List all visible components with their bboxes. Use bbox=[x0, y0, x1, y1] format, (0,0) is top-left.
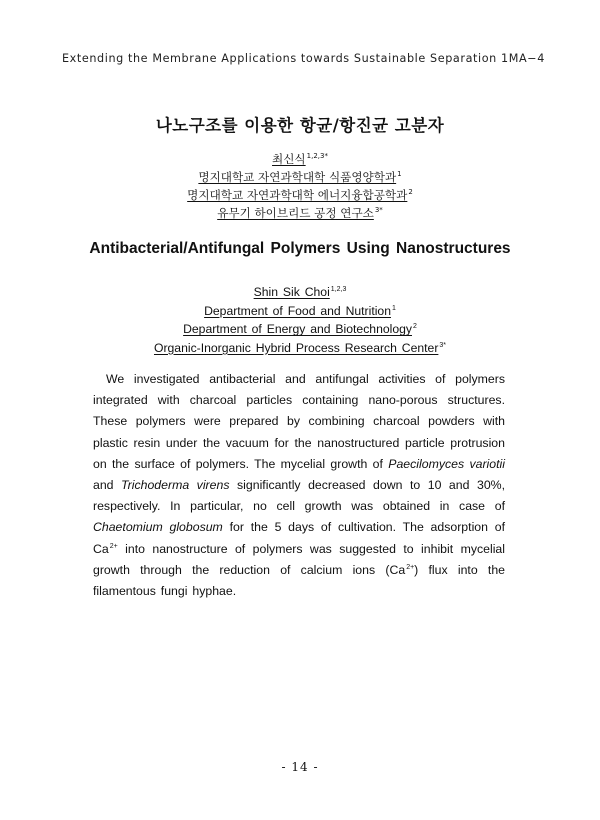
korean-affiliation-text: 명지대학교 자연과학대학 에너지융합공학과 bbox=[187, 188, 408, 202]
korean-affiliation bbox=[0, 168, 600, 186]
english-affiliation bbox=[0, 302, 600, 321]
english-affiliation-text: Organic-Inorganic Hybrid Process Research Center bbox=[153, 340, 439, 355]
english-affiliation bbox=[0, 320, 600, 339]
korean-affiliation-sup: 1 bbox=[397, 170, 402, 179]
korean-author-sup: 1,2,3* bbox=[306, 152, 328, 161]
abstract-text: and bbox=[93, 478, 122, 493]
abstract-text: We investigated antibacterial and antifungal activities of polymers integrated with charcoal particles containing nano-porous structures. These polymers were prepared by combining charcoal powders with plastic resin under the vacuum for the nanostructured particle protrusion on the surface of polymers. The mycelial growth of bbox=[93, 372, 505, 471]
korean-affiliation-text: 유무기 하이브리드 공정 연구소 bbox=[217, 206, 374, 220]
english-affiliation bbox=[0, 339, 600, 358]
korean-author-name: 최신식 bbox=[272, 152, 306, 166]
species-name: Paecilomyces variotii bbox=[388, 456, 505, 471]
english-affiliation-text: Department of Energy and Biotechnology bbox=[183, 322, 412, 337]
abstract-text: significantly decreased down to 10 and 30%, respectively. In particular, no cell growth was obtained in case of bbox=[93, 478, 506, 514]
korean-affiliation bbox=[0, 204, 600, 222]
english-affiliation-text: Department of Food and Nutrition bbox=[204, 303, 391, 318]
abstract-text: into nanostructure of polymers was suggested to inhibit mycelial growth through the reduction of calcium ions (Ca bbox=[93, 541, 505, 577]
english-affiliation-sup: 2 bbox=[413, 323, 417, 331]
korean-affiliation-text: 명지대학교 자연과학대학 식품영양학과 bbox=[198, 170, 397, 184]
korean-author bbox=[0, 150, 600, 168]
english-author-sup: 1,2,3 bbox=[330, 285, 347, 293]
english-author-name: Shin Sik Choi bbox=[253, 285, 330, 299]
abstract-text: for the 5 days of cultivation. The adsorption of Ca bbox=[93, 520, 505, 556]
korean-affiliation-sup: 2 bbox=[408, 188, 413, 197]
english-affiliation-sup: 1 bbox=[391, 304, 396, 312]
ion-charge: 2+ bbox=[109, 542, 118, 550]
abstract-paragraph bbox=[93, 369, 505, 602]
english-author bbox=[0, 283, 600, 302]
korean-author-block bbox=[0, 150, 600, 222]
english-title: Antibacterial/Antifungal Polymers Using Nanostructures bbox=[89, 240, 511, 257]
korean-affiliation bbox=[0, 186, 600, 204]
english-author-block bbox=[0, 283, 600, 357]
ion-charge: 2+ bbox=[406, 563, 415, 571]
english-affiliation-sup: 3* bbox=[439, 341, 447, 349]
species-name: Trichoderma virens bbox=[121, 478, 230, 493]
page-number: - 14 - bbox=[281, 760, 319, 774]
species-name: Chaetomium globosum bbox=[93, 520, 223, 535]
korean-title: 나노구조를 이용한 항균/항진균 고분자 bbox=[155, 116, 445, 135]
korean-affiliation-sup: 3* bbox=[374, 206, 383, 215]
abstract-text: ) flux into the filamentous fungi hyphae. bbox=[93, 562, 505, 599]
running-header: Extending the Membrane Applications towards Sustainable Separation 1MA−4 bbox=[62, 52, 545, 65]
